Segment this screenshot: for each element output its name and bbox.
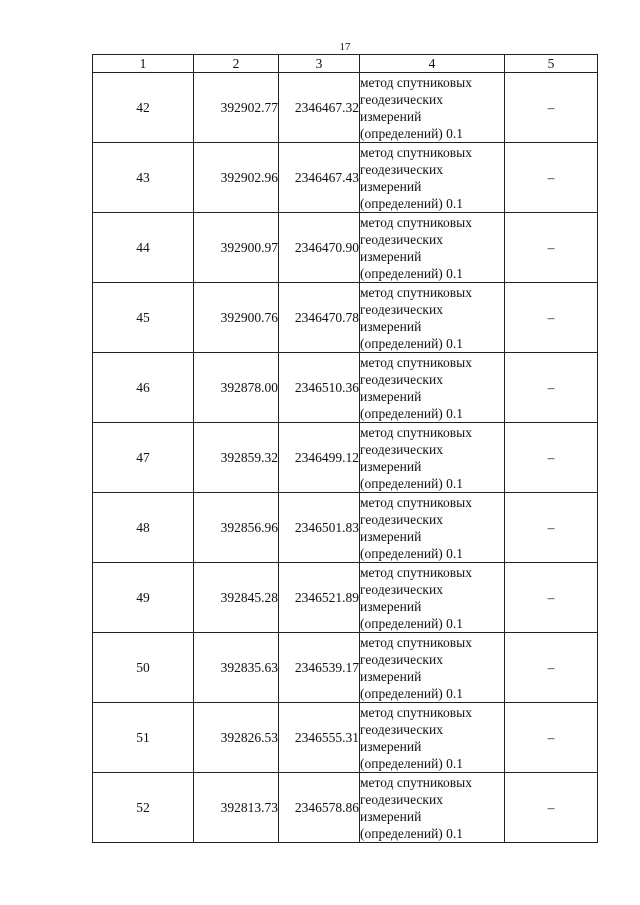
method-cell [360, 423, 505, 493]
point-number-cell: 43 [93, 143, 194, 213]
method-cell [360, 213, 505, 283]
y-coordinate-cell: 2346521.89 [279, 563, 360, 633]
y-coordinate-cell: 2346467.43 [279, 143, 360, 213]
method-cell [360, 703, 505, 773]
point-number-cell: 48 [93, 493, 194, 563]
method-line: измерений [360, 388, 422, 404]
point-number-cell: 50 [93, 633, 194, 703]
method-cell [360, 773, 505, 843]
method-line: геодезических [360, 791, 443, 807]
table-row [93, 73, 598, 143]
method-line: (определений) 0.1 [360, 755, 464, 771]
method-line: метод спутниковых [360, 774, 472, 790]
table-row [93, 493, 598, 563]
method-line: измерений [360, 738, 422, 754]
method-line: (определений) 0.1 [360, 405, 464, 421]
y-coordinate-cell: 2346539.17 [279, 633, 360, 703]
method-line: (определений) 0.1 [360, 125, 464, 141]
method-line: (определений) 0.1 [360, 195, 464, 211]
point-number-cell: 44 [93, 213, 194, 283]
method-line: геодезических [360, 651, 443, 667]
method-line: геодезических [360, 91, 443, 107]
method-line: (определений) 0.1 [360, 475, 464, 491]
description-cell: – [505, 423, 598, 493]
method-line: геодезических [360, 301, 443, 317]
table-row [93, 703, 598, 773]
method-line: геодезических [360, 441, 443, 457]
method-line: геодезических [360, 721, 443, 737]
method-line: метод спутниковых [360, 424, 472, 440]
description-cell: – [505, 73, 598, 143]
point-number-cell: 42 [93, 73, 194, 143]
x-coordinate-cell: 392826.53 [194, 703, 279, 773]
method-line: измерений [360, 318, 422, 334]
x-coordinate-cell: 392878.00 [194, 353, 279, 423]
description-cell: – [505, 703, 598, 773]
method-line: (определений) 0.1 [360, 615, 464, 631]
point-number-cell: 47 [93, 423, 194, 493]
coordinates-table [92, 54, 598, 843]
y-coordinate-cell: 2346470.90 [279, 213, 360, 283]
table-row [93, 213, 598, 283]
point-number-cell: 46 [93, 353, 194, 423]
y-coordinate-cell: 2346501.83 [279, 493, 360, 563]
column-header-2: 2 [194, 55, 279, 73]
method-line: измерений [360, 668, 422, 684]
x-coordinate-cell: 392835.63 [194, 633, 279, 703]
method-line: (определений) 0.1 [360, 685, 464, 701]
method-cell [360, 353, 505, 423]
point-number-cell: 52 [93, 773, 194, 843]
y-coordinate-cell: 2346499.12 [279, 423, 360, 493]
method-line: измерений [360, 178, 422, 194]
method-line: геодезических [360, 371, 443, 387]
table-row [93, 563, 598, 633]
description-cell: – [505, 633, 598, 703]
method-line: (определений) 0.1 [360, 265, 464, 281]
description-cell: – [505, 143, 598, 213]
method-cell [360, 563, 505, 633]
y-coordinate-cell: 2346555.31 [279, 703, 360, 773]
table-row [93, 423, 598, 493]
header-row [93, 55, 598, 73]
x-coordinate-cell: 392856.96 [194, 493, 279, 563]
table-row [93, 283, 598, 353]
point-number-cell: 45 [93, 283, 194, 353]
page-number: 17 [339, 41, 351, 53]
point-number-cell: 51 [93, 703, 194, 773]
method-line: измерений [360, 458, 422, 474]
method-line: измерений [360, 808, 422, 824]
y-coordinate-cell: 2346470.78 [279, 283, 360, 353]
description-cell: – [505, 773, 598, 843]
method-line: метод спутниковых [360, 144, 472, 160]
y-coordinate-cell: 2346467.32 [279, 73, 360, 143]
method-line: измерений [360, 528, 422, 544]
description-cell: – [505, 213, 598, 283]
x-coordinate-cell: 392859.32 [194, 423, 279, 493]
table-row [93, 633, 598, 703]
method-line: (определений) 0.1 [360, 335, 464, 351]
description-cell: – [505, 353, 598, 423]
x-coordinate-cell: 392900.76 [194, 283, 279, 353]
table-row [93, 353, 598, 423]
method-line: метод спутниковых [360, 354, 472, 370]
method-line: (определений) 0.1 [360, 825, 464, 841]
method-line: метод спутниковых [360, 494, 472, 510]
method-line: измерений [360, 108, 422, 124]
x-coordinate-cell: 392900.97 [194, 213, 279, 283]
method-line: геодезических [360, 581, 443, 597]
method-line: измерений [360, 248, 422, 264]
x-coordinate-cell: 392902.77 [194, 73, 279, 143]
method-cell [360, 143, 505, 213]
method-line: метод спутниковых [360, 284, 472, 300]
x-coordinate-cell: 392845.28 [194, 563, 279, 633]
point-number-cell: 49 [93, 563, 194, 633]
method-line: геодезических [360, 511, 443, 527]
table-row [93, 143, 598, 213]
method-cell [360, 73, 505, 143]
method-cell [360, 283, 505, 353]
column-header-1: 1 [93, 55, 194, 73]
column-header-5: 5 [505, 55, 598, 73]
method-line: метод спутниковых [360, 564, 472, 580]
x-coordinate-cell: 392902.96 [194, 143, 279, 213]
method-line: геодезических [360, 161, 443, 177]
table-body [93, 73, 598, 843]
column-header-4: 4 [360, 55, 505, 73]
method-line: (определений) 0.1 [360, 545, 464, 561]
method-line: метод спутниковых [360, 214, 472, 230]
description-cell: – [505, 563, 598, 633]
method-line: метод спутниковых [360, 74, 472, 90]
description-cell: – [505, 283, 598, 353]
description-cell: – [505, 493, 598, 563]
y-coordinate-cell: 2346578.86 [279, 773, 360, 843]
method-line: метод спутниковых [360, 634, 472, 650]
x-coordinate-cell: 392813.73 [194, 773, 279, 843]
column-header-3: 3 [279, 55, 360, 73]
method-line: метод спутниковых [360, 704, 472, 720]
method-line: измерений [360, 598, 422, 614]
table-row [93, 773, 598, 843]
y-coordinate-cell: 2346510.36 [279, 353, 360, 423]
method-cell [360, 493, 505, 563]
method-line: геодезических [360, 231, 443, 247]
method-cell [360, 633, 505, 703]
